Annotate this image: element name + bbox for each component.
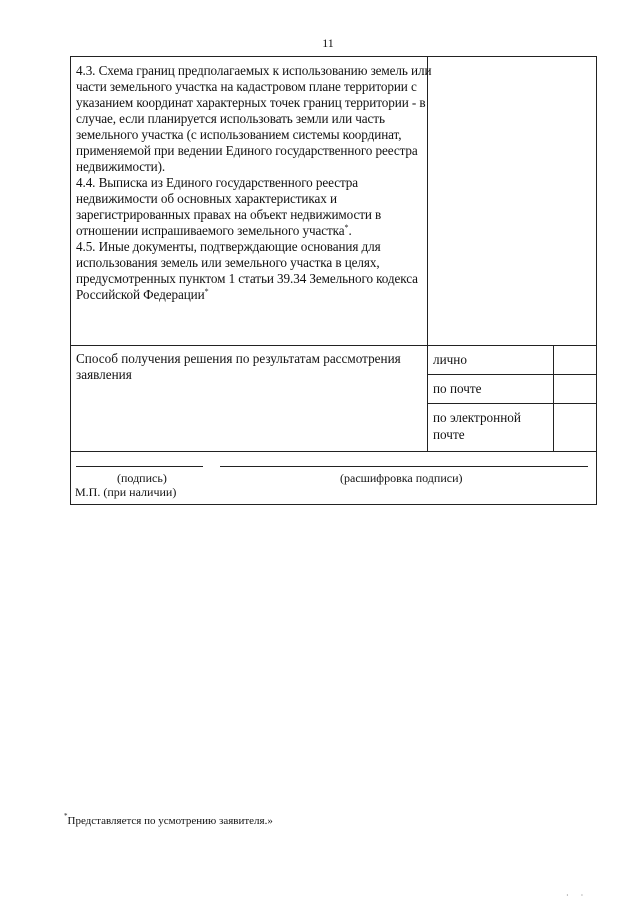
receipt-checkbox-in-person[interactable] <box>553 346 597 374</box>
stamp-note: М.П. (при наличии) <box>75 485 177 499</box>
attached-documents-list <box>76 63 432 303</box>
footnote-marker: * <box>344 223 349 232</box>
receipt-option-by-mail: по почте <box>433 381 482 396</box>
document-item-4-4-tail: . <box>348 223 352 238</box>
receipt-option-in-person: лично <box>433 352 467 367</box>
footnote <box>64 812 273 827</box>
corner-marks: · · <box>566 891 589 900</box>
document-item-4-3: 4.3. Схема границ предполагаемых к использованию земель или части земельного участка на кадастровом плане территории с указанием координат характерных точек границ территории - в случае, если планируется использовать земли или часть земельного участка (с использованием системы координат, применяемой при ведении Единого государственного реестра недвижимости). <box>76 63 432 174</box>
receipt-method-label: Способ получения решения по результатам рассмотрения заявления <box>76 351 401 382</box>
document-item-4-4-text: 4.4. Выписка из Единого государственного реестра недвижимости об основных характеристиках и зарегистрированных правах на объект недвижимости в отношении испрашиваемого земельного участка <box>76 175 382 238</box>
signature-line <box>76 466 203 467</box>
receipt-checkbox-by-mail[interactable] <box>553 375 597 403</box>
signature-decoding-line <box>220 466 588 467</box>
row-divider-signature <box>70 451 597 452</box>
row-divider-documents <box>70 345 597 346</box>
document-item-4-4 <box>76 175 432 239</box>
document-item-4-5 <box>76 239 432 303</box>
signature-decoding-caption: (расшифровка подписи) <box>340 471 463 485</box>
signature-caption: (подпись) <box>117 471 167 485</box>
receipt-option-by-email: по электронной почте <box>433 410 521 442</box>
footnote-marker: * <box>64 812 68 820</box>
receipt-checkbox-by-email[interactable] <box>553 404 597 451</box>
footnote-marker: * <box>204 287 209 296</box>
page-number: 11 <box>322 36 334 50</box>
footnote-text: Представляется по усмотрению заявителя.» <box>67 815 273 827</box>
document-item-4-5-text: 4.5. Иные документы, подтверждающие основания для использования земель или земельного участка в целях, предусмотренных пунктом 1 статьи 39.34 Земельного кодекса Российской Федерации <box>76 239 418 302</box>
